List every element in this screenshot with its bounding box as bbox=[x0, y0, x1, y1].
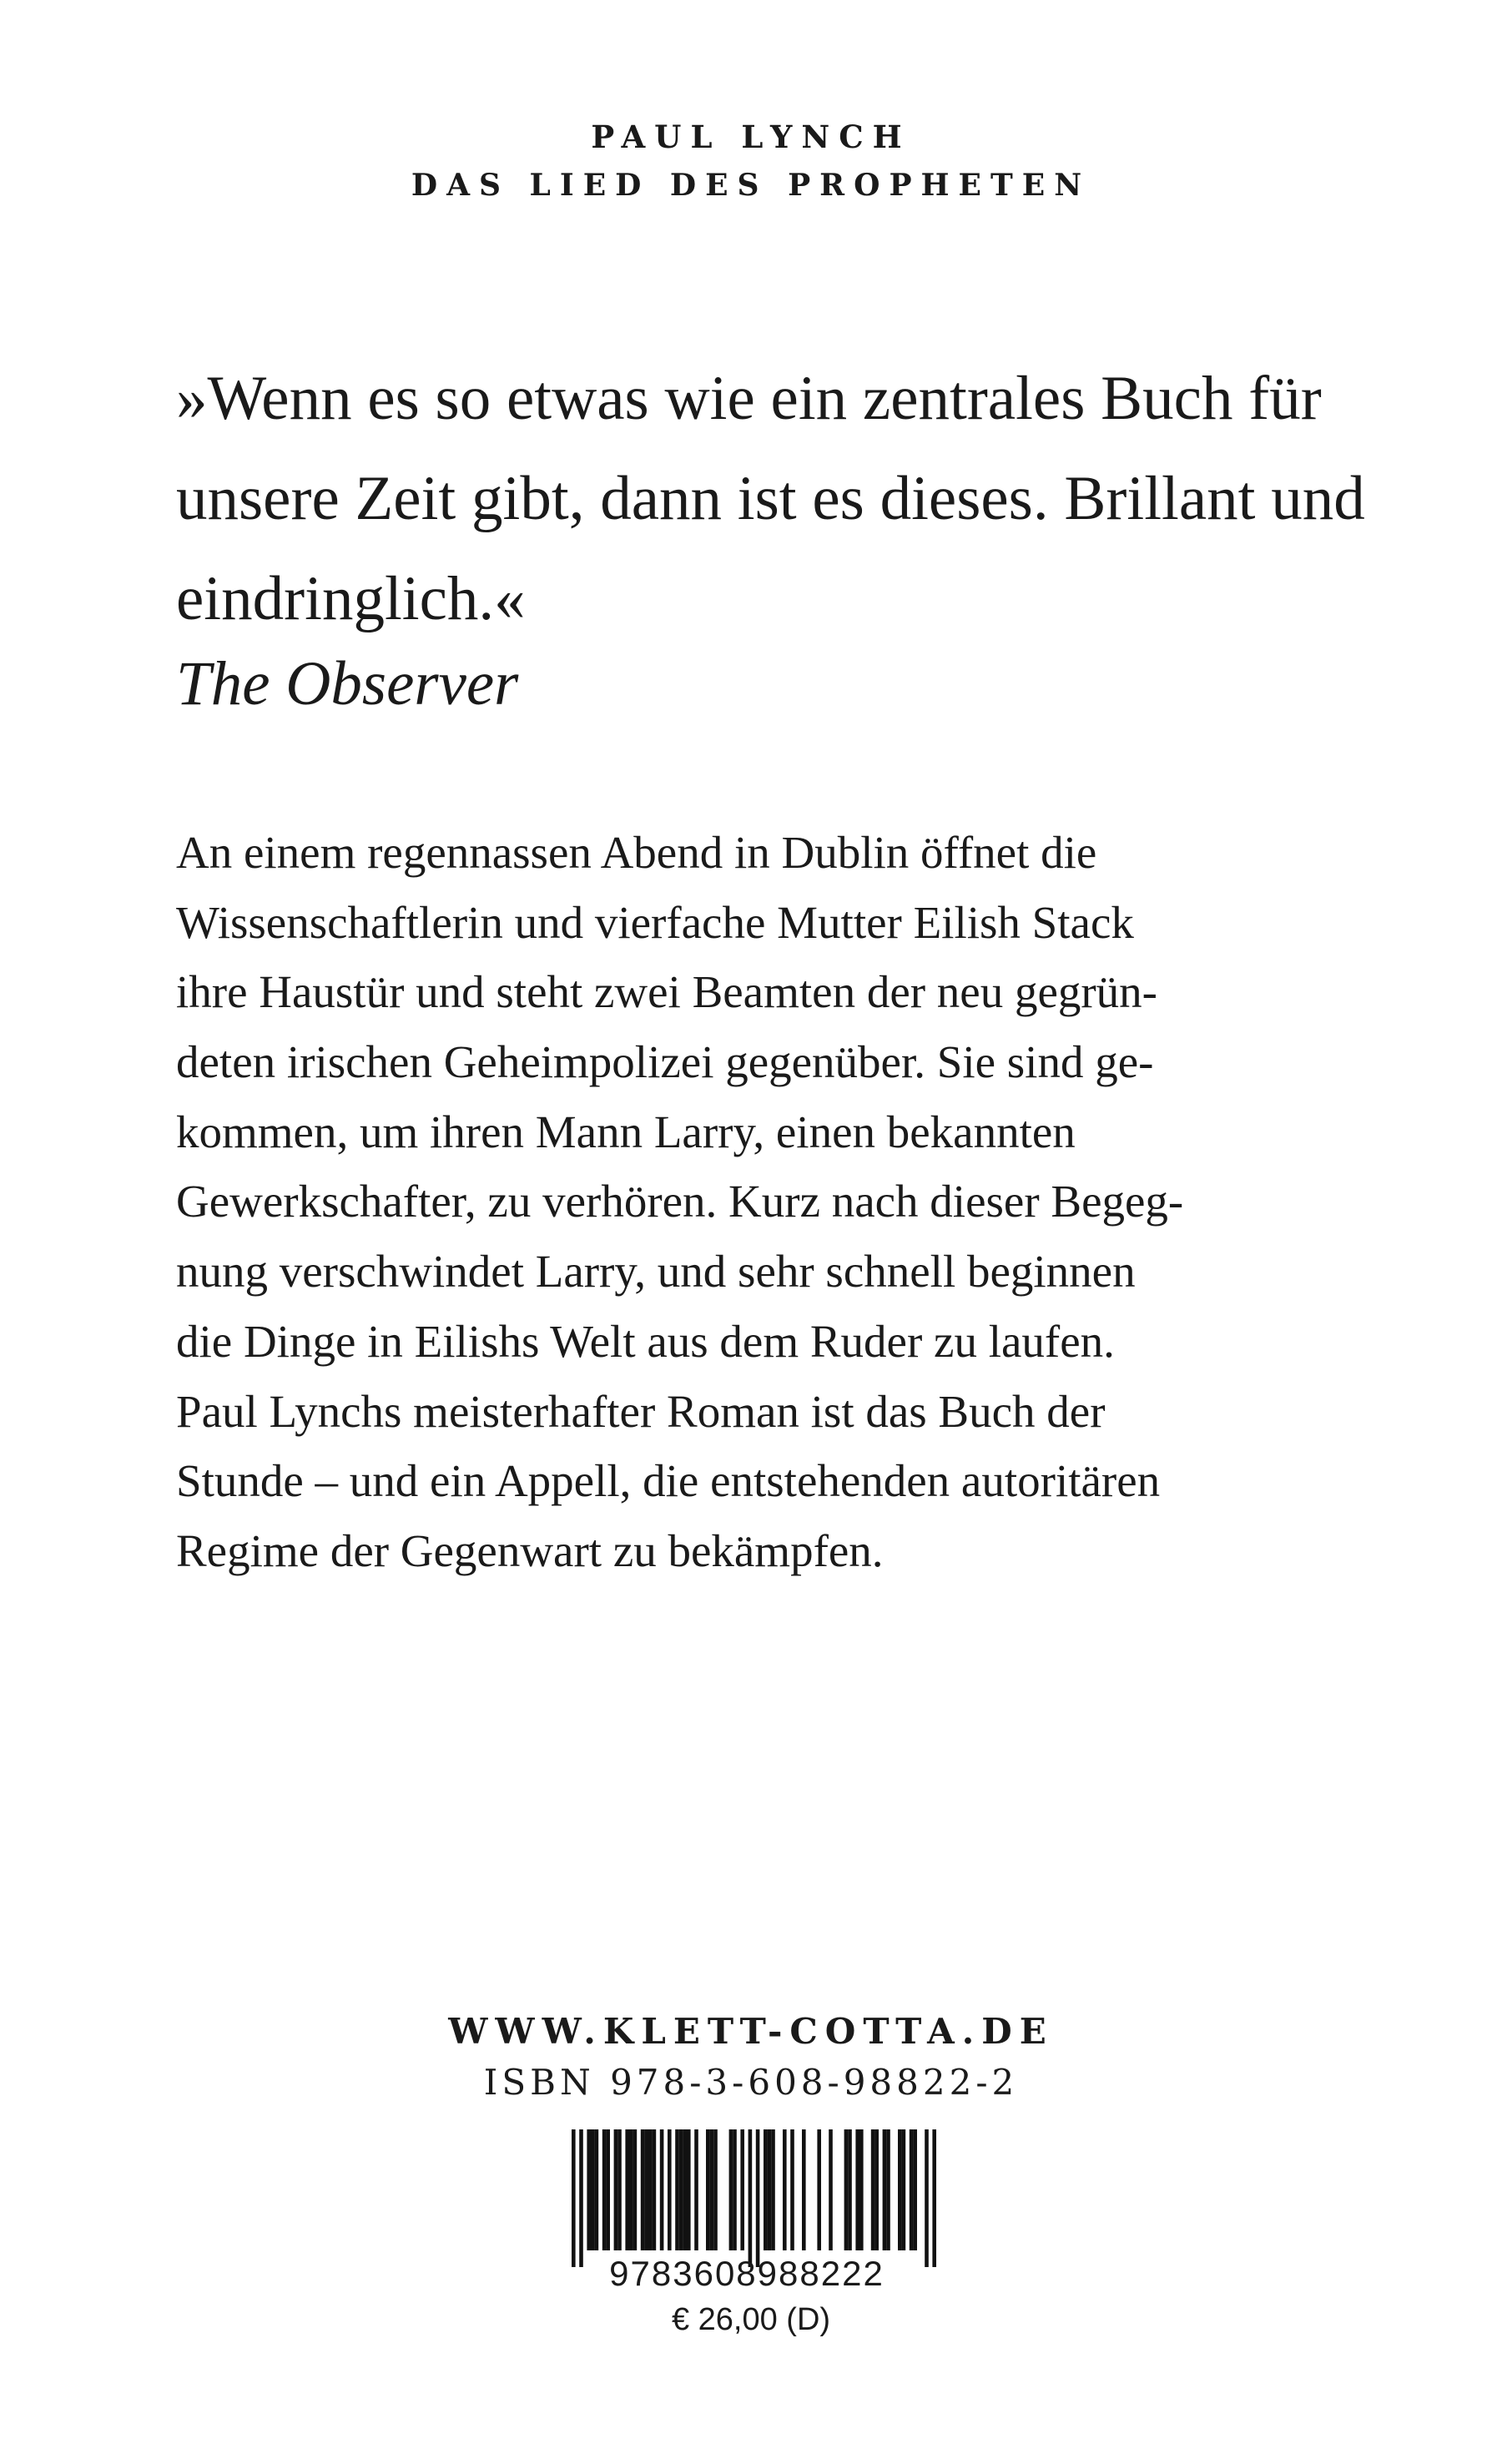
barcode-bar bbox=[848, 2129, 852, 2250]
barcode-bar bbox=[874, 2129, 879, 2250]
barcode-bar bbox=[733, 2129, 737, 2250]
barcode-bar bbox=[729, 2129, 733, 2250]
barcode-bar bbox=[883, 2129, 887, 2250]
barcode-bar bbox=[579, 2129, 583, 2267]
quote-source: The Observer bbox=[176, 649, 519, 718]
barcode-bar bbox=[629, 2129, 633, 2250]
barcode-bar bbox=[587, 2129, 591, 2250]
barcode-bar bbox=[817, 2129, 821, 2250]
blurb-line: Gewerkschafter, zu verhören. Kurz nach dieser Begeg- bbox=[176, 1176, 1184, 1227]
barcode-bar bbox=[572, 2129, 576, 2267]
blurb-line: ihre Haustür und steht zwei Beamten der neu gegrün- bbox=[176, 966, 1158, 1018]
blurb-line: Paul Lynchs meisterhafter Roman ist das Buch der bbox=[176, 1385, 1106, 1437]
barcode-bar bbox=[675, 2129, 679, 2250]
barcode-bar bbox=[902, 2129, 906, 2250]
barcode-bar bbox=[644, 2129, 648, 2250]
barcode-bar bbox=[713, 2129, 718, 2250]
barcode-bar bbox=[871, 2129, 875, 2250]
price-label: € 26,00 (D) bbox=[671, 2302, 831, 2337]
barcode-bar bbox=[802, 2129, 806, 2250]
barcode-bar bbox=[740, 2129, 744, 2250]
barcode-bar bbox=[625, 2129, 629, 2250]
blurb-line: deten irischen Geheimpolizei gegenüber. Sie sind ge- bbox=[176, 1036, 1154, 1088]
barcode-bar bbox=[844, 2129, 849, 2250]
barcode-bar bbox=[633, 2129, 638, 2250]
blurb-line: nung verschwindet Larry, und sehr schnell beginnen bbox=[176, 1246, 1136, 1298]
barcode-bar bbox=[898, 2129, 902, 2250]
barcode-bar bbox=[706, 2129, 710, 2250]
blurb-line: kommen, um ihren Mann Larry, einen bekannten bbox=[176, 1106, 1076, 1157]
barcode-bar bbox=[614, 2129, 618, 2250]
author-name: PAUL LYNCH bbox=[591, 118, 911, 155]
barcode-bar bbox=[602, 2129, 607, 2250]
barcode-bar bbox=[641, 2129, 645, 2250]
barcode-digits: 9783608988222 bbox=[609, 2254, 885, 2293]
blurb-line: Regime der Gegenwart zu bekämpfen. bbox=[176, 1524, 884, 1576]
barcode-bar bbox=[829, 2129, 833, 2250]
barcode-bar bbox=[595, 2129, 599, 2250]
barcode-bar bbox=[679, 2129, 683, 2250]
blurb-line: An einem regennassen Abend in Dublin öffnet die bbox=[176, 827, 1097, 878]
blurb-line: die Dinge in Eilishs Welt aus dem Ruder zu laufen. bbox=[176, 1315, 1115, 1367]
barcode-bar bbox=[694, 2129, 698, 2250]
barcode-bar bbox=[617, 2129, 622, 2250]
barcode-bar bbox=[925, 2129, 929, 2267]
blurb-text bbox=[176, 818, 1386, 1586]
barcode-bar bbox=[683, 2129, 687, 2250]
barcode-bar bbox=[756, 2129, 760, 2267]
isbn-number: ISBN 978-3-608-98822-2 bbox=[483, 2062, 1019, 2103]
barcode-bar bbox=[606, 2129, 610, 2250]
barcode-bar bbox=[653, 2129, 657, 2250]
barcode-bar bbox=[932, 2129, 936, 2267]
barcode-bar bbox=[748, 2129, 753, 2267]
book-title: DAS LIED DES PROPHETEN bbox=[411, 168, 1091, 203]
barcode-bar bbox=[591, 2129, 595, 2250]
barcode-bar bbox=[859, 2129, 864, 2250]
blurb-line: Wissenschaftlerin und vierfache Mutter Eilish Stack bbox=[176, 896, 1134, 948]
blurb-line: Stunde – und ein Appell, die entstehenden autoritären bbox=[176, 1455, 1161, 1507]
publisher-website: WWW.KLETT-COTTA.DE bbox=[448, 2011, 1054, 2052]
barcode-bar bbox=[710, 2129, 714, 2250]
barcode-bar bbox=[687, 2129, 691, 2250]
barcode-bar bbox=[886, 2129, 890, 2250]
barcode-bar bbox=[668, 2129, 672, 2250]
barcode-bar bbox=[783, 2129, 787, 2250]
barcode-bar bbox=[768, 2129, 772, 2250]
barcode-bar bbox=[855, 2129, 859, 2250]
barcode-bar bbox=[771, 2129, 775, 2250]
barcode-bar bbox=[790, 2129, 794, 2250]
barcode-bar bbox=[910, 2129, 914, 2250]
barcode-bar bbox=[648, 2129, 653, 2250]
barcode-bar bbox=[660, 2129, 664, 2250]
review-quote: »Wenn es so etwas wie ein zentrales Buch für unsere Zeit gibt, dann ist es dieses. Brillant und eindringlich.« bbox=[176, 364, 1365, 633]
barcode-bar bbox=[913, 2129, 917, 2250]
barcode-bar bbox=[764, 2129, 768, 2250]
